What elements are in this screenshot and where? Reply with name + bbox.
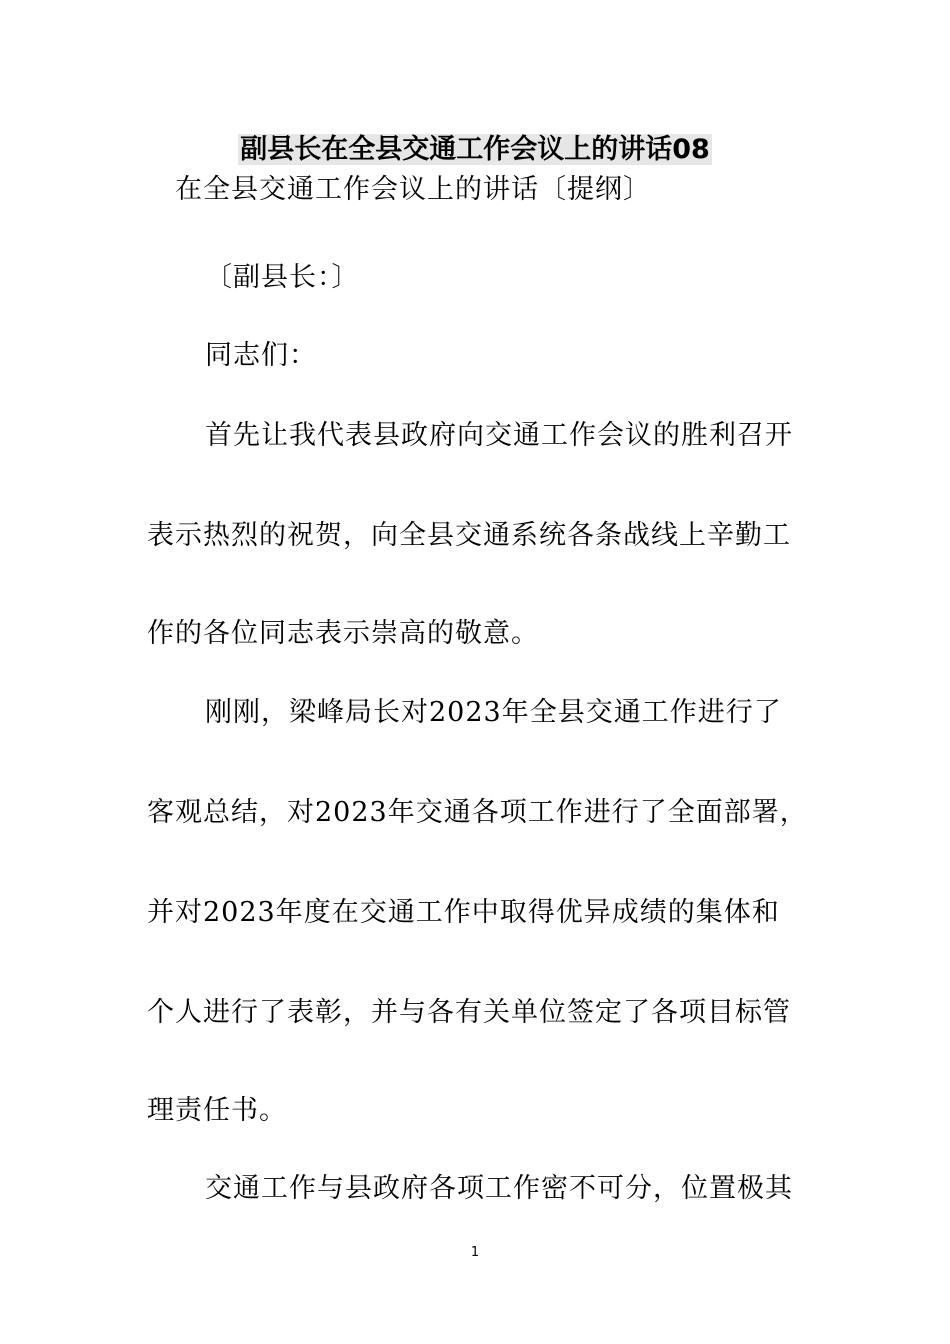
body-line: 个人进行了表彰，并与各有关单位签定了各项目标管 — [147, 997, 791, 1028]
body-line: 首先让我代表县政府向交通工作会议的胜利召开 — [205, 420, 793, 451]
body-line: 客观总结，对2023年交通各项工作进行了全面部署， — [147, 797, 808, 828]
speaker-line: 〔副县长：〕 — [205, 262, 360, 293]
body-line: 表示热烈的祝贺，向全县交通系统各条战线上辛勤工 — [147, 520, 791, 551]
body-line: 作的各位同志表示崇高的敬意。 — [147, 618, 539, 649]
body-line: 并对2023年度在交通工作中取得优异成绩的集体和 — [147, 897, 780, 928]
body-line: 理责任书。 — [147, 1095, 287, 1126]
salutation-line: 同志们： — [205, 340, 317, 371]
document-title — [0, 130, 950, 170]
body-line: 刚刚，梁峰局长对2023年全县交通工作进行了 — [205, 697, 782, 728]
document-title-text: 副县长在全县交通工作会议上的讲话08 — [240, 134, 710, 165]
document-subtitle: 在全县交通工作会议上的讲话〔提纲〕 — [175, 174, 651, 205]
page-number: 1 — [470, 1245, 480, 1260]
body-line: 交通工作与县政府各项工作密不可分，位置极其 — [205, 1173, 793, 1204]
